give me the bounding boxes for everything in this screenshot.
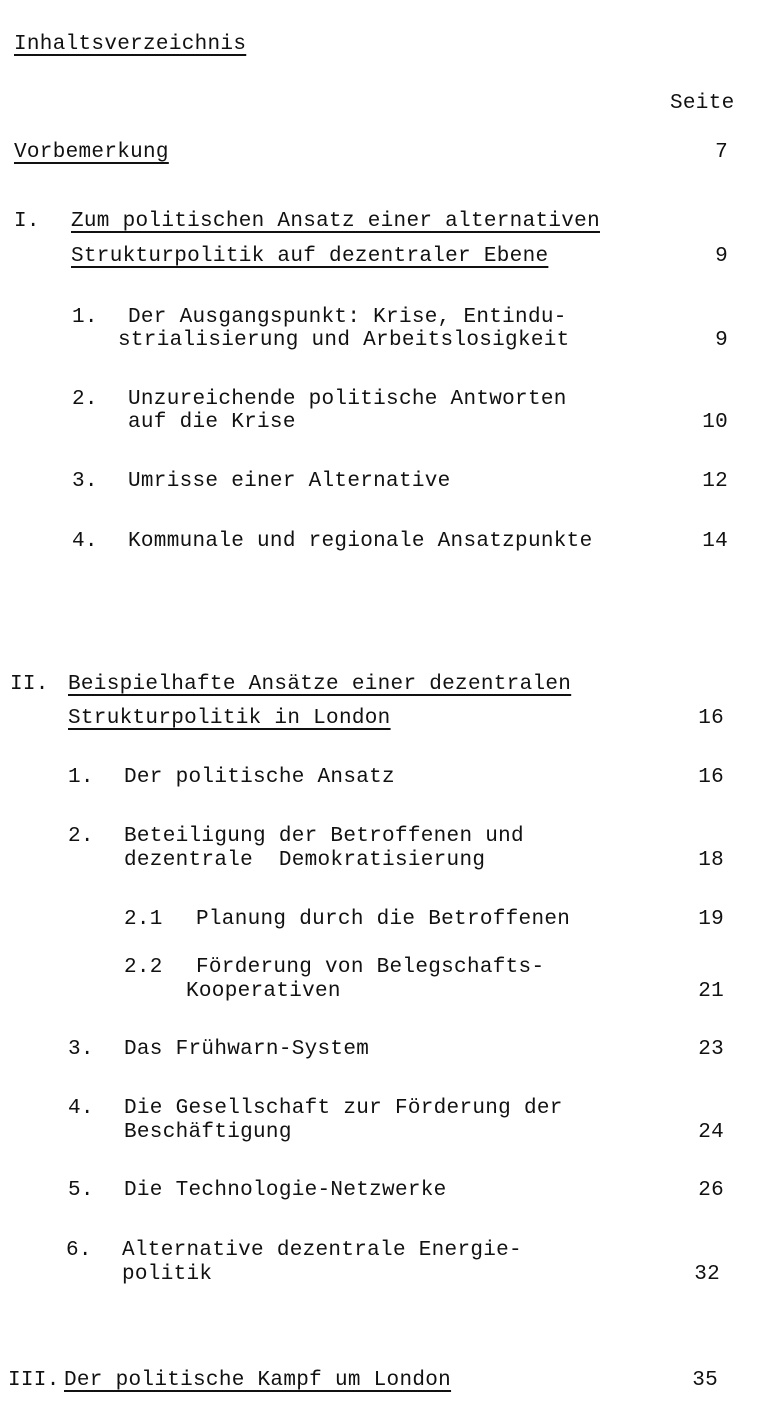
- toc-page-number: 10: [702, 411, 728, 434]
- section-number: 3.: [68, 1038, 94, 1061]
- toc-page-number: 9: [715, 245, 728, 268]
- section-number: 3.: [72, 470, 98, 493]
- page-title: Inhaltsverzeichnis: [14, 33, 247, 56]
- section-title-line: strialisierung und Arbeitslosigkeit: [118, 329, 570, 352]
- chapter-title-line: Beispielhafte Ansätze einer dezentralen: [68, 673, 572, 696]
- toc-page-preface: 7: [715, 141, 728, 164]
- chapter-title-line: Strukturpolitik in London: [68, 707, 391, 730]
- subsection-title-line: Förderung von Belegschafts-: [196, 956, 545, 979]
- chapter-title-line: Strukturpolitik auf dezentraler Ebene: [71, 245, 549, 268]
- toc-page-number: 23: [698, 1038, 724, 1061]
- section-number: 4.: [68, 1097, 94, 1120]
- subsection-number: 2.1: [124, 908, 163, 931]
- section-number: 1.: [68, 766, 94, 789]
- section-number: 6.: [66, 1239, 92, 1262]
- section-title-line: Die Technologie-Netzwerke: [124, 1179, 447, 1202]
- toc-page-number: 18: [698, 849, 724, 872]
- chapter-numeral: I.: [14, 210, 40, 233]
- section-title-line: dezentrale Demokratisierung: [124, 849, 486, 872]
- page-column-label: Seite: [670, 92, 735, 115]
- section-number: 1.: [72, 306, 98, 329]
- section-number: 4.: [72, 530, 98, 553]
- section-title-line: Das Frühwarn-System: [124, 1038, 370, 1061]
- toc-page-number: 32: [694, 1263, 720, 1286]
- chapter-numeral: III.: [8, 1369, 60, 1392]
- toc-page-number: 16: [698, 707, 724, 730]
- chapter-title-line: Zum politischen Ansatz einer alternativen: [71, 210, 600, 233]
- section-number: 5.: [68, 1179, 94, 1202]
- toc-entry-preface: Vorbemerkung: [14, 141, 169, 164]
- chapter-numeral: II.: [10, 673, 49, 696]
- toc-page-number: 19: [698, 908, 724, 931]
- toc-page-number: 9: [715, 329, 728, 352]
- toc-page-number: 24: [698, 1121, 724, 1144]
- toc-page-number: 26: [698, 1179, 724, 1202]
- subsection-title-line: Kooperativen: [186, 980, 341, 1003]
- section-title-line: Kommunale und regionale Ansatzpunkte: [128, 530, 593, 553]
- section-number: 2.: [68, 825, 94, 848]
- toc-page-number: 14: [702, 530, 728, 553]
- section-title-line: Die Gesellschaft zur Förderung der: [124, 1097, 563, 1120]
- section-title-line: Alternative dezentrale Energie-: [122, 1239, 522, 1262]
- section-number: 2.: [72, 388, 98, 411]
- section-title-line: Der Ausgangspunkt: Krise, Entindu-: [128, 306, 567, 329]
- section-title-line: politik: [122, 1263, 213, 1286]
- subsection-number: 2.2: [124, 956, 163, 979]
- section-title-line: Beteiligung der Betroffenen und: [124, 825, 524, 848]
- toc-page-number: 16: [698, 766, 724, 789]
- section-title-line: auf die Krise: [128, 411, 296, 434]
- toc-page-number: 12: [702, 470, 728, 493]
- toc-page-number: 35: [692, 1369, 718, 1392]
- section-title-line: Umrisse einer Alternative: [128, 470, 451, 493]
- subsection-title-line: Planung durch die Betroffenen: [196, 908, 571, 931]
- section-title-line: Unzureichende politische Antworten: [128, 388, 567, 411]
- toc-page-number: 21: [698, 980, 724, 1003]
- section-title-line: Der politische Ansatz: [124, 766, 395, 789]
- chapter-title-line: Der politische Kampf um London: [64, 1369, 452, 1392]
- section-title-line: Beschäftigung: [124, 1121, 292, 1144]
